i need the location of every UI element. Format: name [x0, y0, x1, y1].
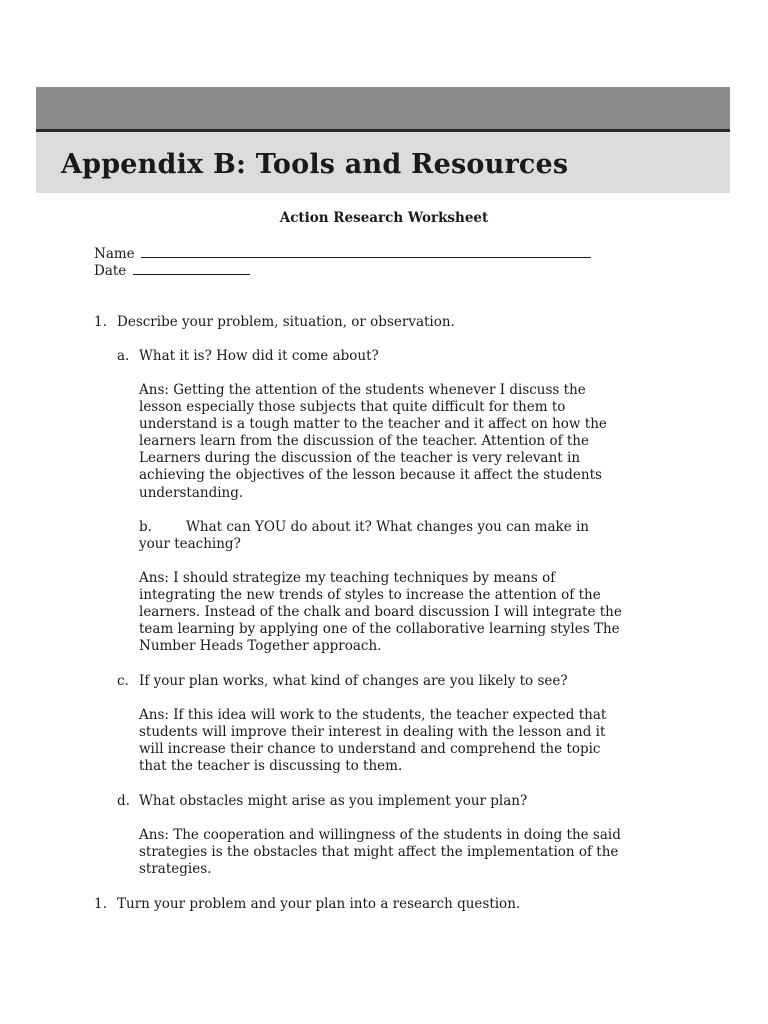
answer-line: Ans: If this idea will work to the students, the teacher expected that [139, 707, 607, 723]
answer-line: will increase their chance to understand and comprehend the topic [139, 741, 601, 758]
qd-marker: d. [117, 793, 130, 809]
page-title: Appendix B: Tools and Resources [61, 149, 569, 180]
qb-marker: b. [139, 519, 152, 535]
answer-line: understanding. [139, 484, 244, 501]
qa-marker: a. [117, 348, 130, 364]
answer-line: Number Heads Together approach. [139, 638, 382, 655]
qd-question: What obstacles might arise as you implement your plan? [139, 793, 528, 809]
answer-line: lesson especially those subjects that quite difficult for them to [139, 399, 566, 416]
q1-text: Describe your problem, situation, or observation. [117, 314, 455, 330]
worksheet-title: Action Research Worksheet [279, 210, 489, 226]
qa-answer [139, 382, 679, 502]
answer-line: strategies. [139, 861, 212, 878]
qa-question: What it is? How did it come about? [139, 348, 379, 364]
qc-answer [139, 707, 679, 775]
qb-question-line-2: your teaching? [139, 536, 241, 552]
answer-line: Ans: The cooperation and willingness of the students in doing the said [139, 827, 621, 843]
date-field [94, 261, 250, 280]
q1-marker: 1. [94, 314, 107, 330]
answer-line: strategies is the obstacles that might affect the implementation of the [139, 844, 619, 861]
answer-line: learners learn from the discussion of the teacher. Attention of the [139, 433, 589, 450]
answer-line: learners. Instead of the chalk and board discussion I will integrate the [139, 604, 622, 621]
qb-question-line-1: What can YOU do about it? What changes you can make in [186, 519, 589, 535]
answer-line: team learning by applying one of the collaborative learning styles The [139, 621, 620, 638]
answer-line: Learners during the discussion of the teacher is very relevant in [139, 450, 581, 467]
q2-marker: 1. [94, 896, 107, 912]
answer-line: integrating the new trends of styles to increase the attention of the [139, 587, 601, 604]
answer-line: Ans: Getting the attention of the students whenever I discuss the [139, 382, 586, 398]
name-blank-line[interactable] [141, 244, 591, 258]
answer-line: Ans: I should strategize my teaching techniques by means of [139, 570, 556, 586]
name-label: Name [94, 246, 135, 262]
qd-answer [139, 827, 679, 878]
qc-question: If your plan works, what kind of changes are you likely to see? [139, 673, 568, 689]
answer-line: achieving the objectives of the lesson because it affect the students [139, 467, 602, 484]
answer-line: understand is a tough matter to the teacher and it affect on how the [139, 416, 607, 433]
answer-line: students will improve their interest in dealing with the lesson and it [139, 724, 606, 741]
q2-text: Turn your problem and your plan into a research question. [117, 896, 521, 912]
answer-line: that the teacher is discussing to them. [139, 758, 403, 775]
qb-answer [139, 570, 679, 655]
qc-marker: c. [117, 673, 129, 689]
date-blank-line[interactable] [133, 261, 250, 275]
header-dark-band [36, 87, 730, 129]
date-label: Date [94, 263, 127, 279]
